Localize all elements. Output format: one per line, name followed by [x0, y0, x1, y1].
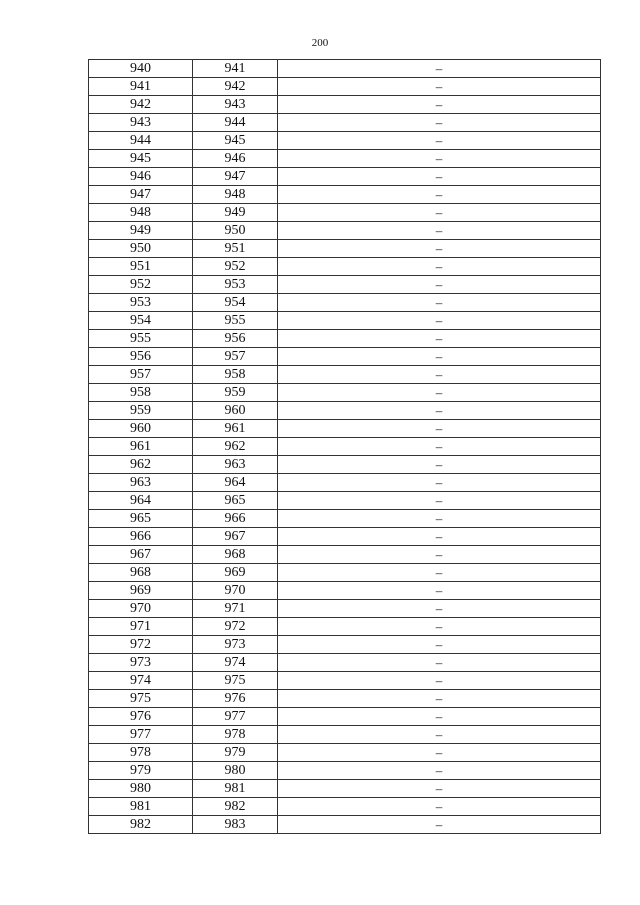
cell-from: 981: [89, 798, 193, 816]
cell-to: 975: [193, 672, 278, 690]
cell-from: 952: [89, 276, 193, 294]
cell-to: 942: [193, 78, 278, 96]
table-row: [89, 744, 601, 762]
cell-to: 945: [193, 132, 278, 150]
table-row: [89, 186, 601, 204]
cell-dash: –: [278, 582, 601, 600]
table-row: [89, 762, 601, 780]
cell-dash: –: [278, 240, 601, 258]
table-row: [89, 402, 601, 420]
cell-dash: –: [278, 510, 601, 528]
cell-dash: –: [278, 744, 601, 762]
table-row: [89, 276, 601, 294]
cell-to: 972: [193, 618, 278, 636]
cell-from: 971: [89, 618, 193, 636]
table-row: [89, 348, 601, 366]
cell-from: 951: [89, 258, 193, 276]
cell-to: 947: [193, 168, 278, 186]
cell-to: 966: [193, 510, 278, 528]
cell-to: 964: [193, 474, 278, 492]
cell-dash: –: [278, 186, 601, 204]
cell-from: 955: [89, 330, 193, 348]
cell-to: 968: [193, 546, 278, 564]
table-row: [89, 204, 601, 222]
table-row: [89, 510, 601, 528]
cell-dash: –: [278, 492, 601, 510]
cell-dash: –: [278, 132, 601, 150]
table-row: [89, 168, 601, 186]
cell-dash: –: [278, 654, 601, 672]
cell-from: 968: [89, 564, 193, 582]
cell-dash: –: [278, 222, 601, 240]
cell-from: 974: [89, 672, 193, 690]
cell-to: 951: [193, 240, 278, 258]
cell-from: 941: [89, 78, 193, 96]
cell-to: 981: [193, 780, 278, 798]
table-row: [89, 618, 601, 636]
table-row: [89, 294, 601, 312]
cell-from: 982: [89, 816, 193, 834]
cell-from: 959: [89, 402, 193, 420]
table-row: [89, 690, 601, 708]
cell-dash: –: [278, 150, 601, 168]
cell-dash: –: [278, 438, 601, 456]
cell-from: 953: [89, 294, 193, 312]
cell-dash: –: [278, 816, 601, 834]
cell-from: 973: [89, 654, 193, 672]
cell-to: 957: [193, 348, 278, 366]
cell-dash: –: [278, 420, 601, 438]
cell-from: 954: [89, 312, 193, 330]
table-row: [89, 780, 601, 798]
cell-to: 971: [193, 600, 278, 618]
cell-to: 955: [193, 312, 278, 330]
cell-from: 976: [89, 708, 193, 726]
cell-from: 961: [89, 438, 193, 456]
table-row: [89, 60, 601, 78]
cell-dash: –: [278, 276, 601, 294]
cell-from: 965: [89, 510, 193, 528]
cell-from: 942: [89, 96, 193, 114]
cell-from: 958: [89, 384, 193, 402]
cell-to: 967: [193, 528, 278, 546]
cell-dash: –: [278, 384, 601, 402]
table-row: [89, 708, 601, 726]
cell-dash: –: [278, 762, 601, 780]
cell-from: 947: [89, 186, 193, 204]
cell-to: 953: [193, 276, 278, 294]
cell-dash: –: [278, 798, 601, 816]
table-row: [89, 636, 601, 654]
table-row: [89, 312, 601, 330]
cell-from: 980: [89, 780, 193, 798]
cell-dash: –: [278, 528, 601, 546]
cell-dash: –: [278, 600, 601, 618]
table-row: [89, 330, 601, 348]
cell-to: 956: [193, 330, 278, 348]
cell-dash: –: [278, 330, 601, 348]
table-row: [89, 564, 601, 582]
cell-dash: –: [278, 456, 601, 474]
table-row: [89, 96, 601, 114]
table-row: [89, 816, 601, 834]
cell-to: 983: [193, 816, 278, 834]
cell-to: 950: [193, 222, 278, 240]
cell-to: 973: [193, 636, 278, 654]
cell-dash: –: [278, 726, 601, 744]
cell-from: 943: [89, 114, 193, 132]
cell-from: 960: [89, 420, 193, 438]
cell-from: 948: [89, 204, 193, 222]
table-row: [89, 582, 601, 600]
table-row: [89, 672, 601, 690]
cell-dash: –: [278, 402, 601, 420]
cell-to: 959: [193, 384, 278, 402]
table-row: [89, 132, 601, 150]
cell-from: 957: [89, 366, 193, 384]
cell-to: 961: [193, 420, 278, 438]
cell-dash: –: [278, 96, 601, 114]
table-row: [89, 600, 601, 618]
cell-to: 952: [193, 258, 278, 276]
cell-dash: –: [278, 690, 601, 708]
cell-to: 943: [193, 96, 278, 114]
cell-from: 945: [89, 150, 193, 168]
cell-dash: –: [278, 204, 601, 222]
cell-to: 979: [193, 744, 278, 762]
data-table: [88, 59, 601, 834]
table-row: [89, 654, 601, 672]
cell-from: 975: [89, 690, 193, 708]
cell-to: 949: [193, 204, 278, 222]
table-row: [89, 114, 601, 132]
cell-to: 941: [193, 60, 278, 78]
table-row: [89, 438, 601, 456]
table-row: [89, 528, 601, 546]
cell-to: 977: [193, 708, 278, 726]
cell-to: 963: [193, 456, 278, 474]
cell-from: 978: [89, 744, 193, 762]
cell-to: 946: [193, 150, 278, 168]
cell-from: 972: [89, 636, 193, 654]
page-number: 200: [311, 37, 329, 49]
cell-from: 964: [89, 492, 193, 510]
cell-to: 980: [193, 762, 278, 780]
cell-dash: –: [278, 168, 601, 186]
table-row: [89, 420, 601, 438]
cell-to: 944: [193, 114, 278, 132]
cell-dash: –: [278, 348, 601, 366]
cell-from: 946: [89, 168, 193, 186]
cell-from: 950: [89, 240, 193, 258]
cell-to: 982: [193, 798, 278, 816]
table-row: [89, 384, 601, 402]
cell-from: 956: [89, 348, 193, 366]
cell-dash: –: [278, 258, 601, 276]
table-row: [89, 150, 601, 168]
cell-to: 965: [193, 492, 278, 510]
table-row: [89, 366, 601, 384]
table-row: [89, 546, 601, 564]
cell-dash: –: [278, 294, 601, 312]
cell-to: 962: [193, 438, 278, 456]
table-row: [89, 222, 601, 240]
table-row: [89, 240, 601, 258]
cell-dash: –: [278, 114, 601, 132]
cell-dash: –: [278, 474, 601, 492]
cell-dash: –: [278, 312, 601, 330]
table-row: [89, 474, 601, 492]
cell-from: 963: [89, 474, 193, 492]
cell-dash: –: [278, 60, 601, 78]
cell-to: 969: [193, 564, 278, 582]
cell-to: 960: [193, 402, 278, 420]
cell-to: 970: [193, 582, 278, 600]
cell-to: 976: [193, 690, 278, 708]
cell-from: 979: [89, 762, 193, 780]
cell-from: 966: [89, 528, 193, 546]
cell-to: 954: [193, 294, 278, 312]
cell-from: 969: [89, 582, 193, 600]
cell-to: 978: [193, 726, 278, 744]
cell-dash: –: [278, 780, 601, 798]
cell-dash: –: [278, 564, 601, 582]
cell-from: 949: [89, 222, 193, 240]
cell-from: 977: [89, 726, 193, 744]
cell-dash: –: [278, 78, 601, 96]
cell-from: 940: [89, 60, 193, 78]
cell-dash: –: [278, 708, 601, 726]
cell-dash: –: [278, 672, 601, 690]
cell-dash: –: [278, 636, 601, 654]
table-row: [89, 726, 601, 744]
cell-dash: –: [278, 366, 601, 384]
table-body: [89, 60, 601, 834]
cell-to: 974: [193, 654, 278, 672]
table-row: [89, 258, 601, 276]
cell-from: 967: [89, 546, 193, 564]
cell-from: 962: [89, 456, 193, 474]
cell-from: 944: [89, 132, 193, 150]
cell-dash: –: [278, 546, 601, 564]
cell-dash: –: [278, 618, 601, 636]
cell-from: 970: [89, 600, 193, 618]
table-row: [89, 492, 601, 510]
cell-to: 948: [193, 186, 278, 204]
table-row: [89, 78, 601, 96]
table-row: [89, 456, 601, 474]
cell-to: 958: [193, 366, 278, 384]
table-row: [89, 798, 601, 816]
